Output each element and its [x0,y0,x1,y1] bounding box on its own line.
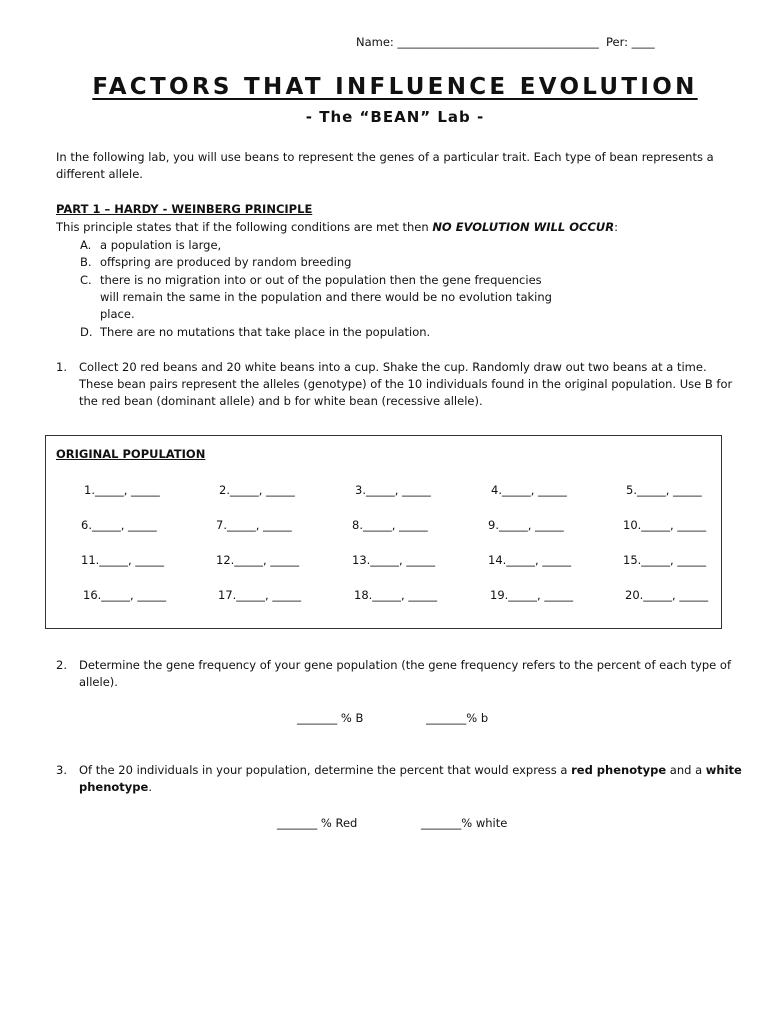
step-text-part: and a [666,763,706,777]
principle-emphasis: NO EVOLUTION WILL OCCUR [432,220,615,234]
genotype-blank-10[interactable]: 10._____, _____ [623,518,707,532]
genotype-blank-13[interactable]: 13._____, _____ [352,553,436,567]
step-text-part: Of the 20 individuals in your population, determine the percent that would express a [79,763,572,777]
step-number: 1. [56,360,67,374]
condition-text: offspring are produced by random breeding [100,255,352,269]
principle-statement [56,219,618,236]
principle-text: This principle states that if the following conditions are met then [56,220,433,234]
intro-paragraph: In the following lab, you will use beans to represent the genes of a particular trait. Each type of bean represents a different allele. [56,150,714,181]
genotype-blank-2[interactable]: 2._____, _____ [219,483,295,497]
name-period-line[interactable]: Name: ___________________________________ Per: ____ [356,35,655,49]
condition-letter: D. [80,325,93,339]
condition-letter: A. [80,238,92,252]
allele-frequency-b-blank[interactable]: _______% b [426,711,489,725]
condition-text: There are no mutations that take place in the population. [100,325,431,339]
step-number: 2. [56,658,67,672]
genotype-blank-7[interactable]: 7._____, _____ [216,518,292,532]
red-phenotype-term: red phenotype [571,763,667,777]
white-phenotype-term: white phenotype [79,763,742,794]
page-title: FACTORS THAT INFLUENCE EVOLUTION [92,74,698,100]
step-text-part: . [148,780,152,794]
genotype-blank-6[interactable]: 6._____, _____ [81,518,157,532]
red-phenotype-blank[interactable]: _______ % Red [277,816,358,830]
genotype-blank-16[interactable]: 16._____, _____ [83,588,167,602]
genotype-blank-3[interactable]: 3._____, _____ [355,483,431,497]
genotype-blank-11[interactable]: 11._____, _____ [81,553,165,567]
genotype-blank-20[interactable]: 20._____, _____ [625,588,709,602]
genotype-blank-19[interactable]: 19._____, _____ [490,588,574,602]
step-text [79,762,744,796]
condition-text: there is no migration into or out of the population then the gene frequencies will remain the same in the population and there would be no evolution taking place. [100,273,552,321]
page-subtitle: - The “BEAN” Lab - [305,108,485,126]
genotype-blank-8[interactable]: 8._____, _____ [352,518,428,532]
condition-letter: B. [80,255,92,269]
genotype-blank-15[interactable]: 15._____, _____ [623,553,707,567]
genotype-blank-12[interactable]: 12._____, _____ [216,553,300,567]
genotype-blank-1[interactable]: 1._____, _____ [84,483,160,497]
genotype-blank-14[interactable]: 14._____, _____ [488,553,572,567]
condition-letter: C. [80,273,92,287]
original-population-heading: ORIGINAL POPULATION [56,447,206,461]
part1-heading: PART 1 – HARDY - WEINBERG PRINCIPLE [56,202,313,216]
allele-frequency-B-blank[interactable]: _______ % B [297,711,364,725]
condition-text: a population is large, [100,238,222,252]
genotype-blank-18[interactable]: 18._____, _____ [354,588,438,602]
genotype-blank-17[interactable]: 17._____, _____ [218,588,302,602]
principle-end: : [614,220,618,234]
white-phenotype-blank[interactable]: _______% white [421,816,508,830]
step-text: Determine the gene frequency of your gene population (the gene frequency refers to the percent of each type of allele). [79,658,731,689]
genotype-blank-9[interactable]: 9._____, _____ [488,518,564,532]
genotype-blank-5[interactable]: 5._____, _____ [626,483,702,497]
step-number: 3. [56,763,67,777]
genotype-blank-4[interactable]: 4._____, _____ [491,483,567,497]
step-text: Collect 20 red beans and 20 white beans into a cup. Shake the cup. Randomly draw out two beans at a time. These bean pairs represent the alleles (genotype) of the 10 individuals found in the original population. Use B for the red bean (dominant allele) and b for white bean (recessive allele). [79,360,733,408]
